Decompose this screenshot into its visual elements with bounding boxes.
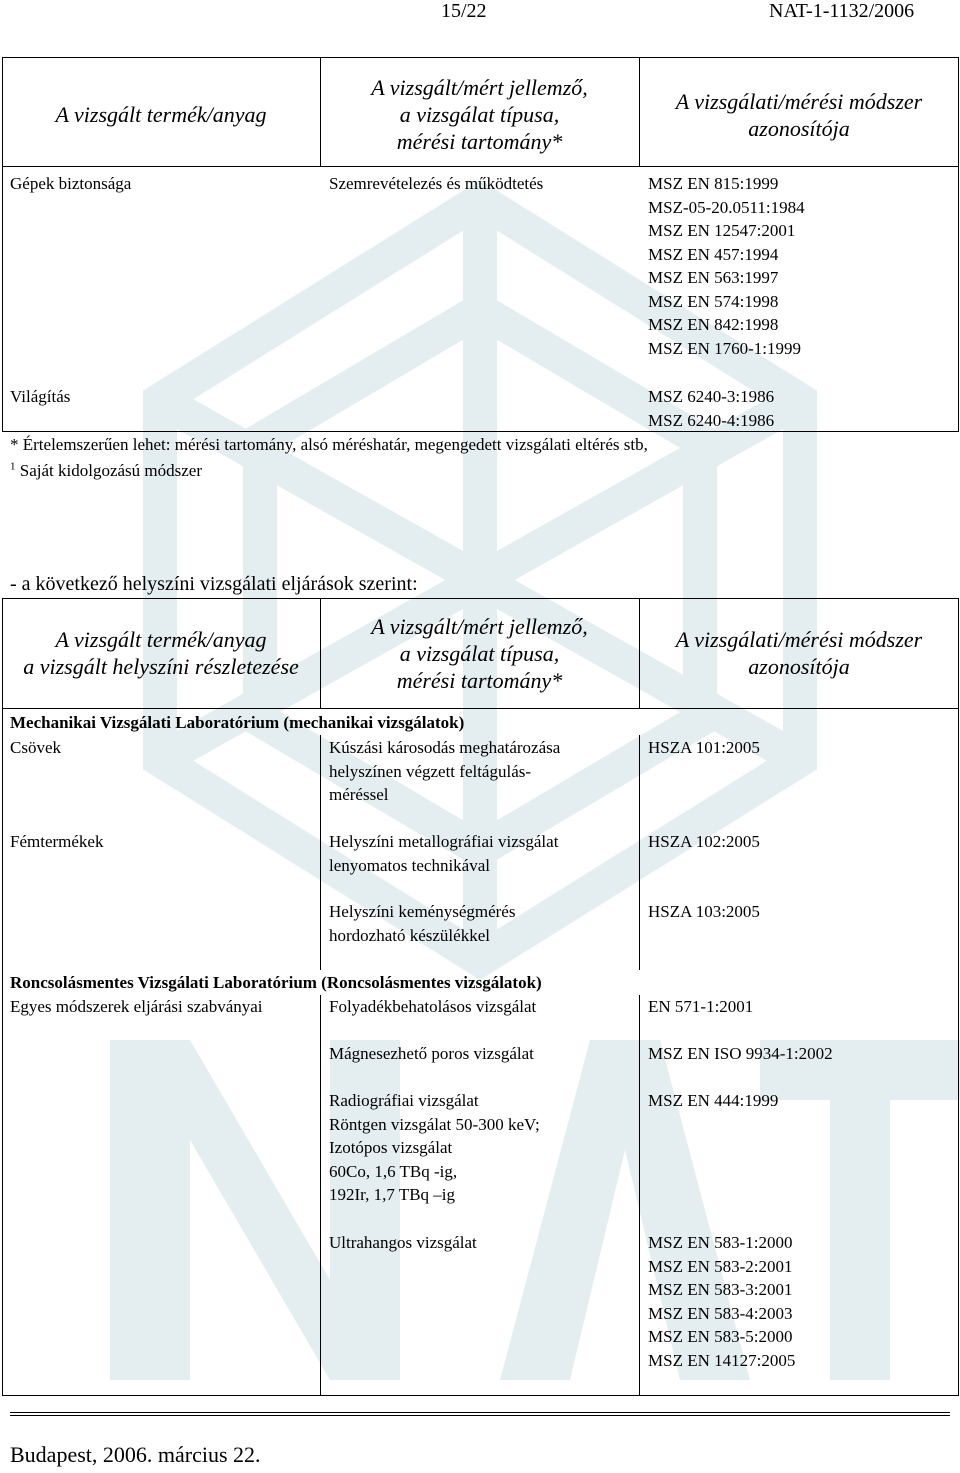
ndt-row2-feature: Mágnesezhető poros vizsgálat [329, 1044, 534, 1063]
mech-row2-product: Fémtermékek [10, 832, 104, 851]
table1-header-method: A vizsgálati/mérési módszer azonosítója [675, 89, 923, 141]
footer-place-date: Budapest, 2006. március 22. [10, 1442, 261, 1467]
group-title-ndt-lab: Roncsolásmentes Vizsgálati Laboratórium (Roncsolásmentes vizsgálatok) [10, 973, 542, 992]
footer-rule-top [10, 1412, 950, 1413]
ndt-row3-method: MSZ EN 444:1999 [648, 1091, 779, 1110]
ndt-row1-feature: Folyadékbehatolásos vizsgálat [329, 997, 537, 1016]
table2-header-product: A vizsgált termék/anyag a vizsgált helyszíni részletezése [23, 627, 299, 679]
footnote [10, 459, 202, 483]
table1-row2-methods: MSZ 6240-3:1986 MSZ 6240-4:1986 [648, 387, 775, 430]
footnote-mark: 1 [10, 460, 16, 473]
page-number: 15/22 [441, 0, 487, 22]
table2-col-divider-2c [639, 995, 640, 1396]
asterisk-note: * Értelemszerűen lehet: mérési tartomány, alsó méréshatár, megengedett vizsgálati eltérés stb, [10, 435, 648, 454]
table2-header-feature: A vizsgált/mért jellemző, a vizsgálat típusa, mérési tartomány* [371, 614, 588, 693]
ndt-row3-feature: Radiográfiai vizsgálat Röntgen vizsgálat 50-300 keV; Izotópos vizsgálat 60Co, 1,6 TBq -ig, 192Ir, 1,7 TBq –ig [329, 1091, 540, 1204]
table2-header-method: A vizsgálati/mérési módszer azonosítója [675, 627, 923, 679]
document-code: NAT-1-1132/2006 [769, 0, 915, 22]
table1-header-divider [2, 166, 959, 167]
table2-header-divider [2, 708, 959, 709]
section-intro: - a következő helyszíni vizsgálati eljárások szerint: [10, 573, 418, 595]
mech-row2-method: HSZA 102:2005 [648, 832, 760, 851]
ndt-row4-feature: Ultrahangos vizsgálat [329, 1233, 477, 1252]
mech-row1-method: HSZA 101:2005 [648, 738, 760, 757]
mech-row1-feature: Kúszási károsodás meghatározása helyszínen végzett feltágulás- méréssel [329, 738, 561, 804]
ndt-row4-method: MSZ EN 583-1:2000 MSZ EN 583-2:2001 MSZ EN 583-3:2001 MSZ EN 583-4:2003 MSZ EN 583-5:2000 MSZ EN 14127:2005 [648, 1233, 796, 1370]
footnote-text: Saját kidolgozású módszer [15, 461, 202, 480]
mech-row1-product: Csövek [10, 738, 61, 757]
mech-row2-feature: Helyszíni metallográfiai vizsgálat lenyomatos technikával [329, 832, 559, 875]
group-title-mechanical-lab: Mechanikai Vizsgálati Laboratórium (mechanikai vizsgálatok) [10, 713, 465, 732]
table1-row1-methods: MSZ EN 815:1999 MSZ-05-20.0511:1984 MSZ EN 12547:2001 MSZ EN 457:1994 MSZ EN 563:1997 MSZ EN 574:1998 MSZ EN 842:1998 MSZ EN 1760-1:1999 [648, 174, 805, 358]
ndt-row2-method: MSZ EN ISO 9934-1:2002 [648, 1044, 833, 1063]
table1-row2-product: Világítás [10, 387, 71, 406]
mech-row3-method: HSZA 103:2005 [648, 902, 760, 921]
ndt-row1-method: EN 571-1:2001 [648, 997, 754, 1016]
table1-row1-feature: Szemrevételezés és működtetés [329, 174, 544, 193]
mech-row3-feature: Helyszíni keménységmérés hordozható készülékkel [329, 902, 516, 945]
table1-header-product: A vizsgált termék/anyag [55, 102, 267, 127]
table2-col-divider-1c [320, 995, 321, 1396]
table1-row1-product: Gépek biztonsága [10, 174, 132, 193]
ndt-row1-product: Egyes módszerek eljárási szabványai [10, 997, 263, 1016]
footer-rule-bottom [10, 1415, 950, 1416]
table2-col-divider-1b [320, 735, 321, 970]
table2-col-divider-2b [639, 735, 640, 970]
table1-header-feature: A vizsgált/mért jellemző, a vizsgálat típusa, mérési tartomány* [371, 75, 588, 154]
